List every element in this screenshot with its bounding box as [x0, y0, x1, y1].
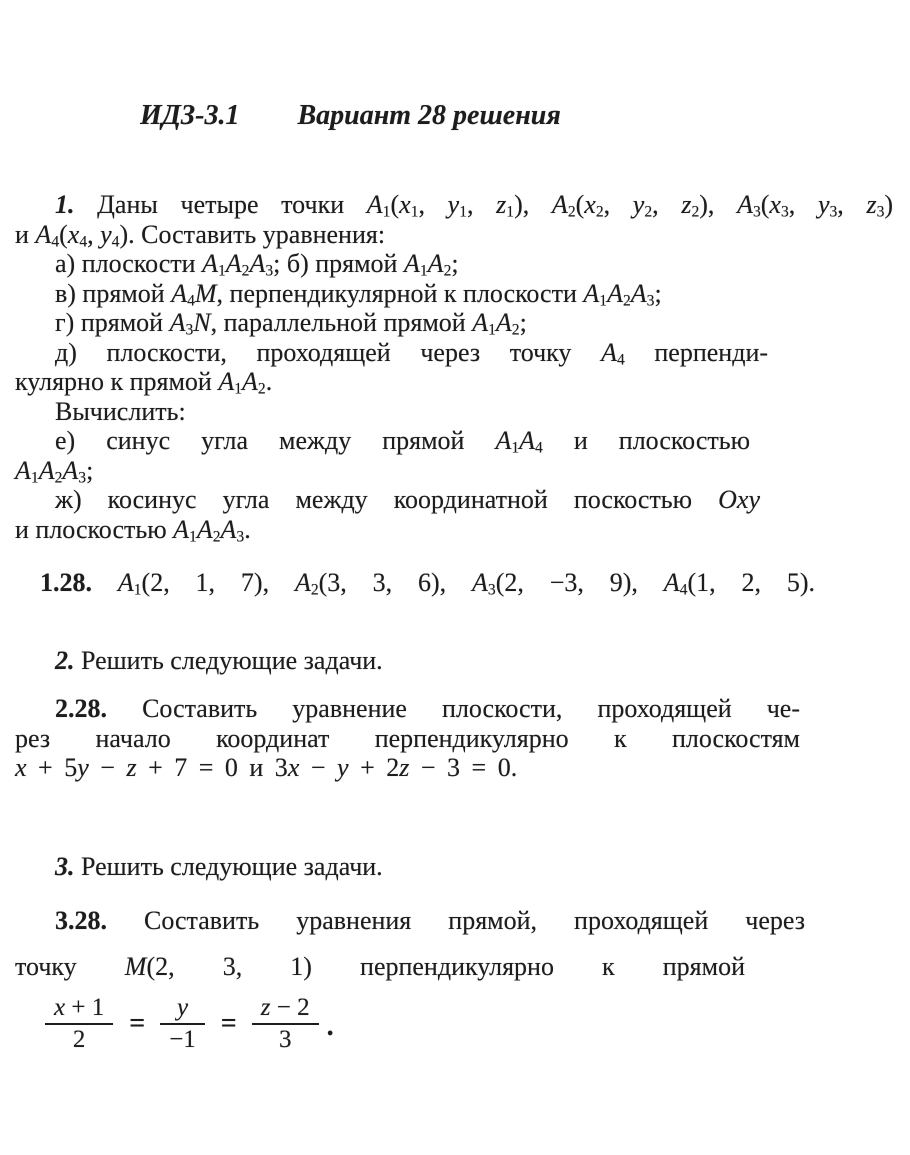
page-header	[140, 100, 561, 132]
task-2-heading: 2. Решить следующие задачи.	[55, 646, 383, 675]
assignment-id: ИДЗ-3.1	[140, 100, 240, 131]
task-2-statement	[15, 694, 895, 783]
text-line: $A_1A_2A_3$;	[15, 455, 94, 486]
variant-title: Вариант 28 решения	[297, 100, 561, 131]
text-line: а) плоскости $A_1A_2A_3$; б) прямой $A_1A_2$;	[55, 249, 459, 280]
fraction-numerator: z − 2	[260, 994, 310, 1021]
task-1-data-points: 1.28. $A_1(2$, 1, 7), $A_2(3$, 3, 6), $A_3(2$, −3, 9), $A_4(1$, 2, 5).	[40, 568, 815, 599]
text-line: точку M(2, 3, 1) перпендикулярно к прямой	[15, 951, 746, 981]
canonical-line-equation	[45, 993, 334, 1054]
fraction-x	[45, 993, 113, 1054]
fraction-numerator: y	[176, 994, 189, 1021]
plane-equations-line: x + 5y − z + 7 = 0 и 3x − y + 2z − 3 = 0.	[15, 753, 518, 782]
fraction-numerator: x + 1	[54, 994, 105, 1021]
text-line: и плоскостью $A_1A_2A_3$.	[15, 514, 251, 545]
fraction-z	[252, 993, 319, 1054]
text-line: Вычислить:	[55, 396, 186, 426]
text-line: 1. Даны четыре точки $A_1(x_1$, $y_1$, $z_1$), $A_2(x_2$, $y_2$, $z_2$), $A_3(x_3$, $y_3$, $z_3$)	[55, 190, 894, 221]
text-line: в) прямой $A_4M$, перпендикулярной к плоскости $A_1A_2A_3$;	[55, 278, 662, 309]
fraction-denominator: −1	[169, 1025, 196, 1053]
text-line: 3.28. Составить уравнения прямой, проходящей через	[55, 906, 806, 935]
text-line: е) синус угла между прямой $A_1A_4$ и плоскостью	[55, 426, 751, 457]
fraction-denominator: 3	[278, 1025, 292, 1053]
text-line: и $A_4(x_4$, $y_4$). Составить уравнения:	[15, 219, 386, 250]
fraction-y	[160, 993, 205, 1054]
task-1-statement	[15, 190, 895, 544]
text-line: г) прямой $A_3N$, параллельной прямой $A_1A_2$;	[55, 308, 527, 339]
equals-sign: =	[129, 1007, 145, 1039]
equals-sign: =	[220, 1007, 236, 1039]
sentence-period: .	[326, 1010, 334, 1042]
text-line: 2.28. Составить уравнение плоскости, проходящей че-	[55, 694, 800, 723]
fraction-denominator: 2	[72, 1025, 86, 1053]
task-3-heading: 3. Решить следующие задачи.	[55, 852, 383, 881]
text-line: рез начало координат перпендикулярно к плоскостям	[15, 723, 800, 753]
text-line: д) плоскости, проходящей через точку $A_4$ перпенди-	[55, 337, 769, 368]
text-line: кулярно к прямой $A_1A_2$.	[15, 367, 273, 398]
task-3-statement	[15, 906, 895, 981]
text-line: ж) косинус угла между координатной поскостью Oxy	[55, 485, 760, 514]
